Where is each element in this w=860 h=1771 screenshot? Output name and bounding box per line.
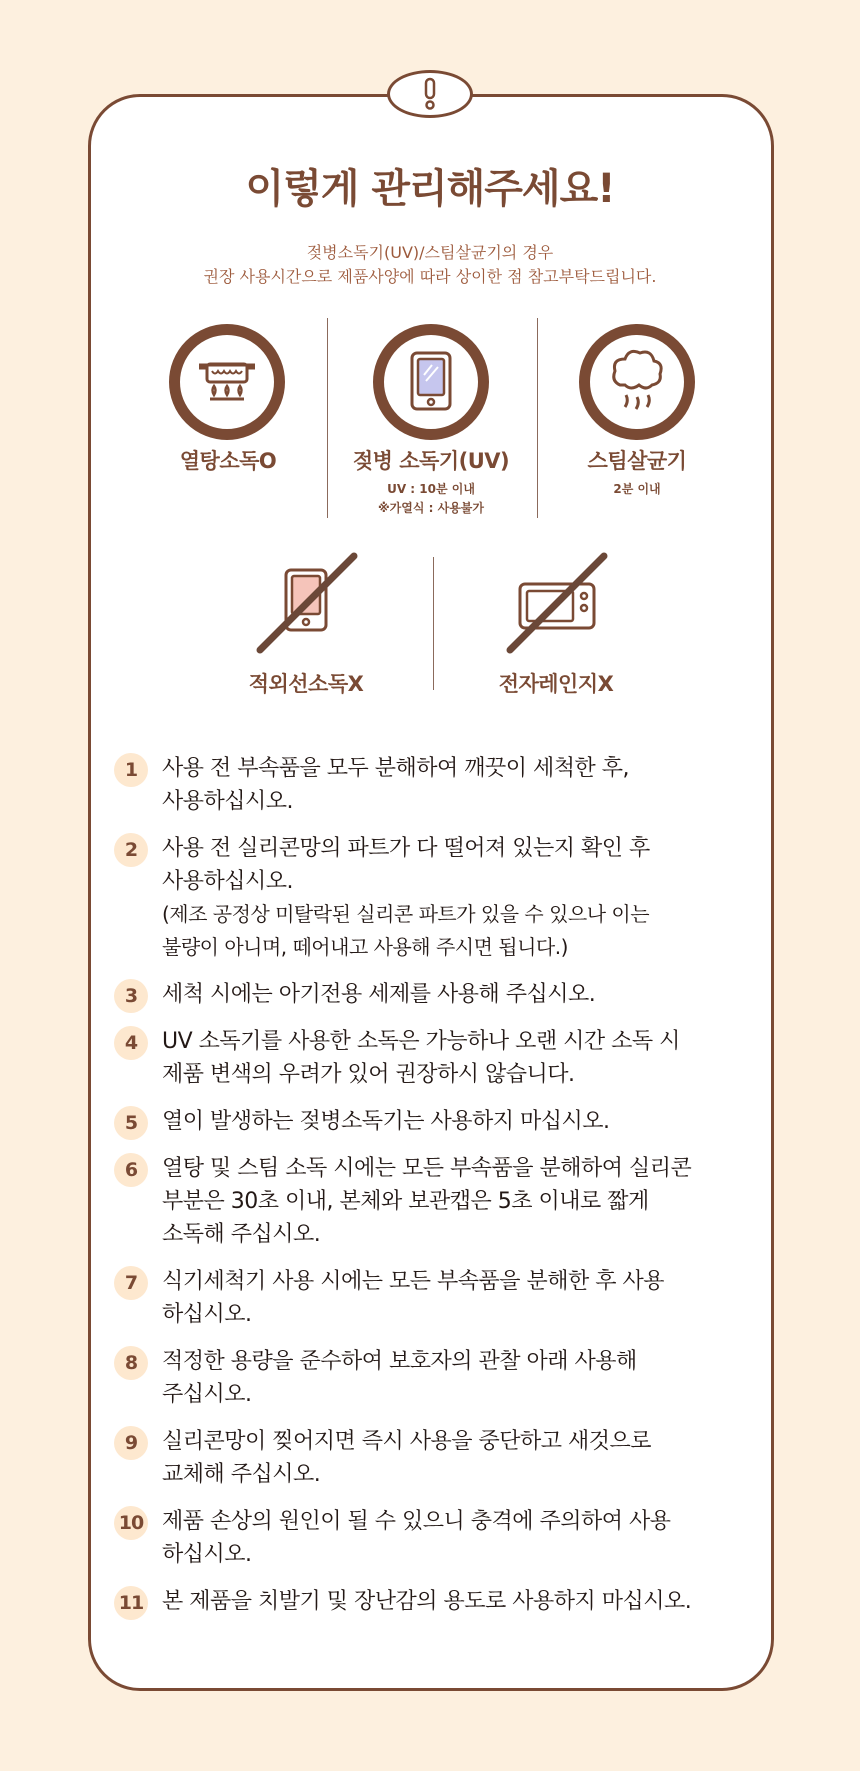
subtitle-line-2: 권장 사용시간으로 제품사양에 따라 상이한 점 참고부탁드립니다.	[203, 267, 657, 286]
item-number: 2	[114, 833, 148, 867]
prohibited-label-infrared: 적외선소독X	[248, 672, 364, 696]
exclamation-badge	[387, 70, 473, 118]
item-number: 8	[114, 1346, 148, 1380]
page-title: 이렇게 관리해주세요!	[245, 166, 615, 212]
prohibited-label-microwave: 전자레인지X	[498, 672, 614, 696]
item-number: 10	[114, 1506, 148, 1540]
list-item: 2 사용 전 실리콘망의 파트가 다 떨어져 있는지 확인 후 사용하십시오. (제조 공정상 미탈락된 실리콘 파트가 있을 수 있으나 이는 불량이 아니며, 떼어내고 사용해 주시면 됩니다.)	[114, 832, 754, 964]
list-item: 5 열이 발생하는 젖병소독기는 사용하지 마십시오.	[114, 1105, 754, 1138]
exclamation-icon	[390, 73, 470, 115]
steam-note: 2분 이내	[613, 482, 661, 496]
item-number: 11	[114, 1586, 148, 1620]
list-item: 9 실리콘망이 찢어지면 즉시 사용을 중단하고 새것으로 교체해 주십시오.	[114, 1425, 754, 1491]
method-label-steam: 스팀살균기	[587, 449, 687, 473]
list-item: 8 적정한 용량을 준수하여 보호자의 관찰 아래 사용해 주십시오.	[114, 1345, 754, 1411]
instruction-list	[114, 752, 754, 1618]
uv-note-1: UV : 10분 이내	[387, 482, 475, 496]
method-label-boiling: 열탕소독O	[179, 449, 277, 473]
list-item: 4 UV 소독기를 사용한 소독은 가능하나 오랜 시간 소독 시 제품 변색의 우려가 있어 권장하시 않습니다.	[114, 1025, 754, 1091]
list-item: 10 제품 손상의 원인이 될 수 있으니 충격에 주의하여 사용 하십시오.	[114, 1505, 754, 1571]
item-number: 1	[114, 753, 148, 787]
microwave-crossed-icon	[500, 552, 612, 656]
item-number: 6	[114, 1153, 148, 1187]
item-number: 5	[114, 1106, 148, 1140]
subtitle-line-1: 젖병소독기(UV)/스팀살균기의 경우	[306, 243, 554, 262]
divider	[433, 557, 434, 690]
uv-sterilizer-icon	[373, 324, 489, 440]
item-number: 9	[114, 1426, 148, 1460]
item-number: 7	[114, 1266, 148, 1300]
item-number: 4	[114, 1026, 148, 1060]
list-item: 11 본 제품을 치발기 및 장난감의 용도로 사용하지 마십시오.	[114, 1585, 754, 1618]
infrared-sterilizer-crossed-icon	[250, 552, 362, 656]
method-label-uv: 젖병 소독기(UV)	[352, 449, 510, 473]
item-number: 3	[114, 979, 148, 1013]
steam-icon	[579, 324, 695, 440]
uv-note-2: ※가열식 : 사용불가	[378, 501, 484, 515]
list-item: 6 열탕 및 스팀 소독 시에는 모든 부속품을 분해하여 실리콘 부분은 30초 이내, 본체와 보관캡은 5초 이내로 짧게 소독해 주십시오.	[114, 1152, 754, 1251]
list-item: 1 사용 전 부속품을 모두 분해하여 깨끗이 세척한 후, 사용하십시오.	[114, 752, 754, 818]
divider	[327, 318, 328, 518]
divider	[537, 318, 538, 518]
list-item: 3 세척 시에는 아기전용 세제를 사용해 주십시오.	[114, 978, 754, 1011]
list-item: 7 식기세척기 사용 시에는 모든 부속품을 분해한 후 사용 하십시오.	[114, 1265, 754, 1331]
boiling-pot-icon	[169, 324, 285, 440]
